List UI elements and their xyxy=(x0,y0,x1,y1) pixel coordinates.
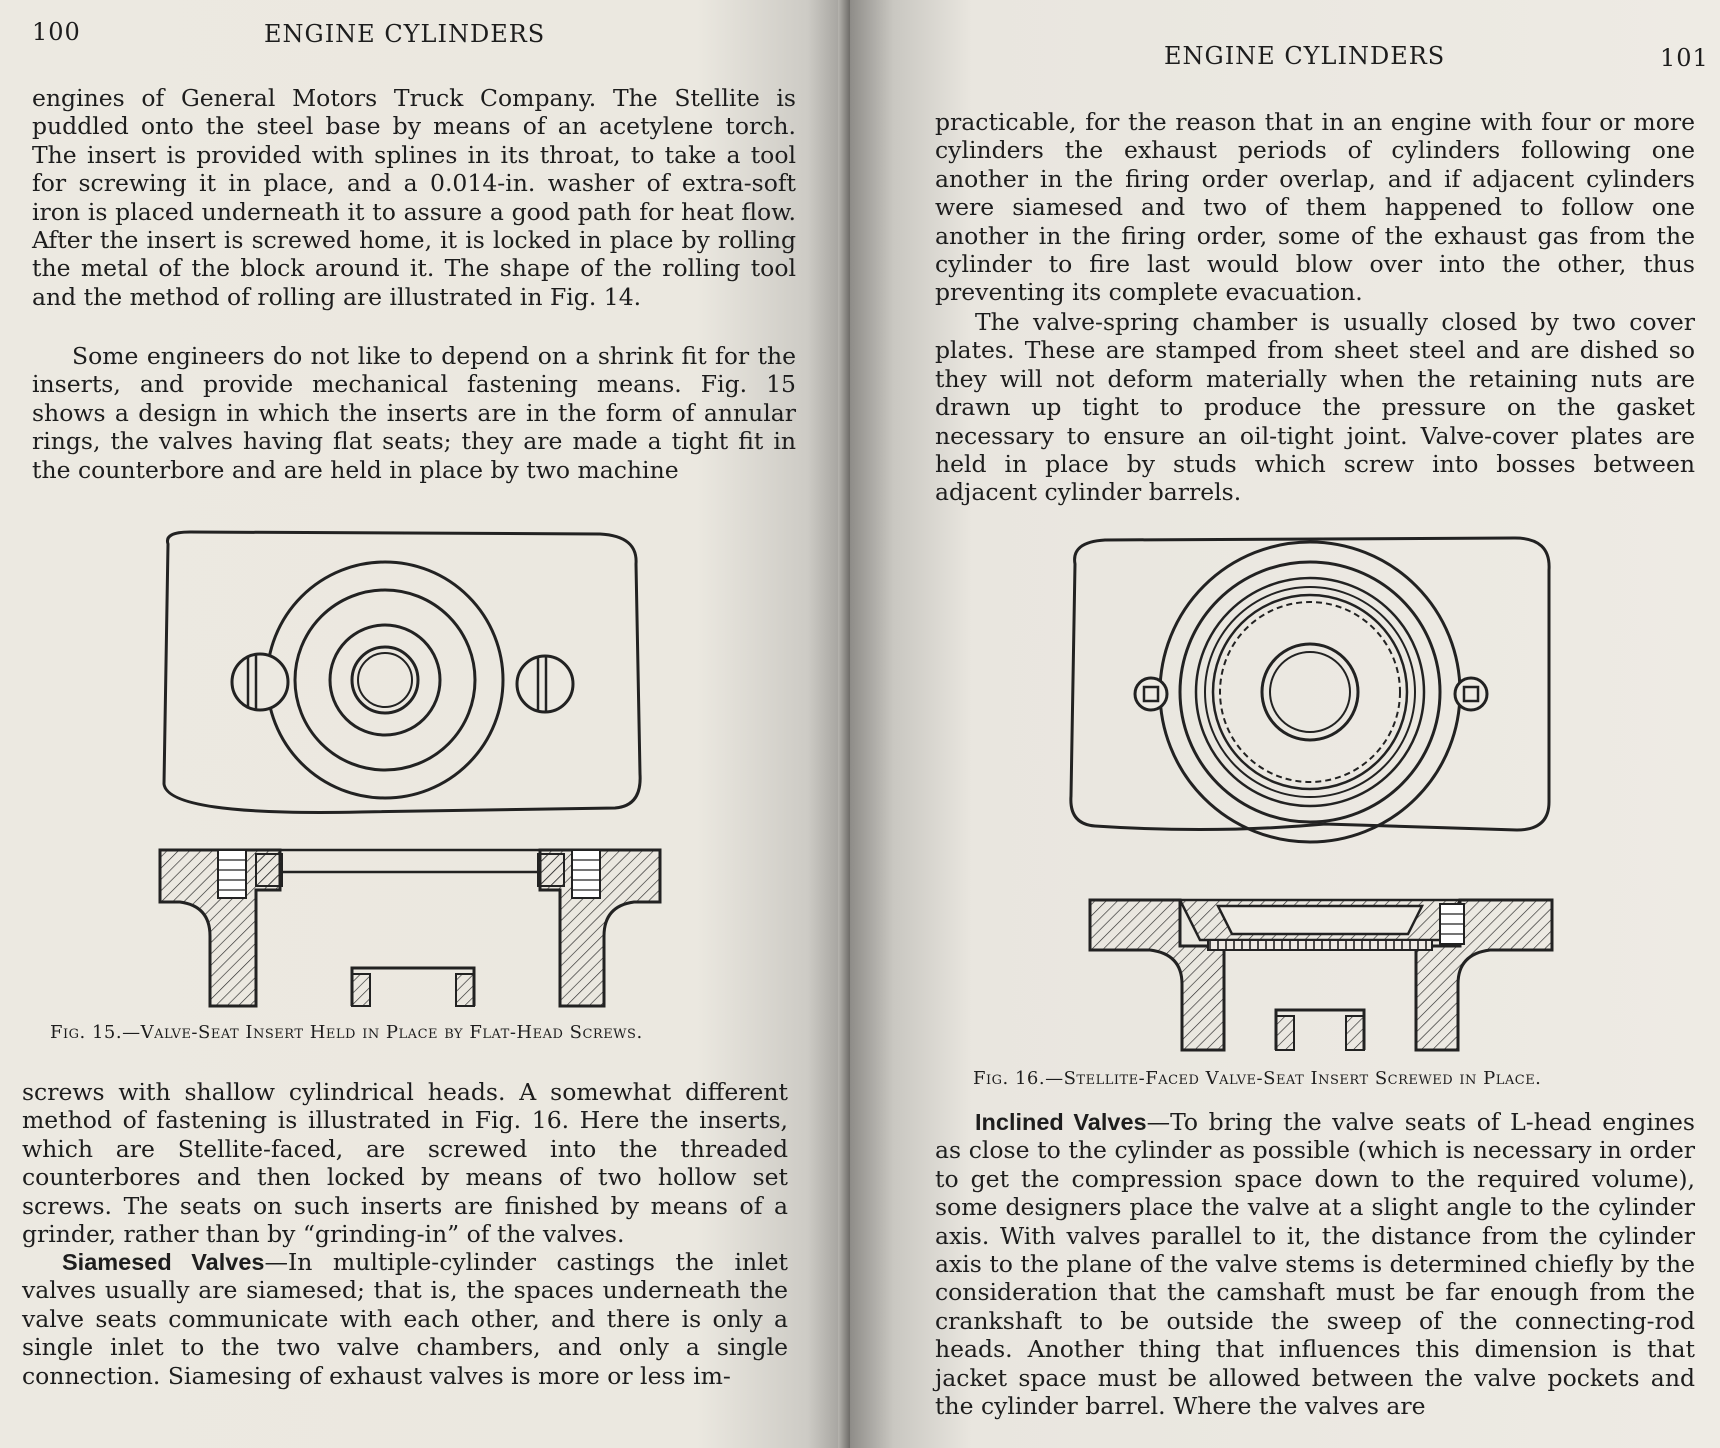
running-head-left: ENGINE CYLINDERS xyxy=(264,20,546,48)
paragraph-screws: screws with shallow cylindrical heads. A somewhat different method of fastening is illustrated in Fig. 16. Here the inserts, which are Stellite-faced, are screwed into the threaded counterbores and then locked by means of two hollow set screws. The seats on such inserts are finished by means of a grinder, rather than by “grinding-in” of the valves. xyxy=(22,1078,788,1249)
inclined-text: —To bring the valve seats of L-head engines as close to the cylinder as possible (which is necessary in order to get the compression space down to the required volume), some designers place the valve at a slight angle to the cylinder axis. With valves parallel to it, the distance from the cylinder axis to the plane of the valve stems is determined chiefly by the consideration that the camshaft must be far enough from the crankshaft to be outside the sweep of the connecting-rod heads. Another thing that influences this dimension is that jacket space must be allowed between the valve pockets and the cylinder barrel. Where the valves are xyxy=(935,1108,1695,1421)
right-page xyxy=(850,0,1720,1448)
fig16-caption: Fig. 16.—Stellite-Faced Valve-Seat Insert Screwed in Place. xyxy=(973,1068,1542,1089)
page-number-right: 101 xyxy=(1660,44,1709,72)
paragraph-cover-plates: The valve-spring chamber is usually closed by two cover plates. These are stamped from sheet steel and are dished so they will not deform materially when the retaining nuts are drawn up tight to produce the pressure on the gasket necessary to ensure an oil-tight joint. Valve-cover plates are held in place by studs which screw into bosses between adjacent cylinder barrels. xyxy=(935,308,1695,507)
inclined-heading: Inclined Valves xyxy=(975,1109,1147,1135)
paragraph-inclined xyxy=(935,1108,1695,1420)
paragraph-practicable: practicable, for the reason that in an engine with four or more cylinders the exhaust periods of cylinders following one another in the firing order overlap, and if adjacent cylinders were siamesed and two of them happened to follow one another in the firing order, some of the exhaust gas from the cylinder to fire last would blow over into the other, thus preventing its complete evacuation. xyxy=(935,108,1695,307)
fig15-plan-view xyxy=(160,524,645,824)
fig15-section-view xyxy=(160,846,670,1010)
left-page xyxy=(0,0,850,1448)
paragraph-fastening: Some engineers do not like to depend on a shrink fit for the inserts, and provide mechanical fastening means. Fig. 15 shows a design in which the inserts are in the form of annular rings, the valves having flat seats; they are made a tight fit in the counterbore and are held in place by two machine xyxy=(32,342,796,484)
fig15-caption: Fig. 15.—Valve-Seat Insert Held in Place by Flat-Head Screws. xyxy=(50,1022,643,1043)
page-number-left: 100 xyxy=(32,18,81,46)
running-head-right: ENGINE CYLINDERS xyxy=(1164,42,1446,70)
fig16-section-view xyxy=(1090,894,1560,1054)
fig16-plan-view xyxy=(1065,534,1555,844)
paragraph-siamesed xyxy=(22,1248,788,1390)
paragraph-stellite: engines of General Motors Truck Company. The Stellite is puddled onto the steel base by means of an acetylene torch. The insert is provided with splines in its throat, to take a tool for screwing it in place, and a 0.014-in. washer of extra-soft iron is placed underneath it to assure a good path for heat flow. After the insert is screwed home, it is locked in place by rolling the metal of the block around it. The shape of the rolling tool and the method of rolling are illustrated in Fig. 14. xyxy=(32,84,796,311)
siamesed-text: —In multiple-cylinder castings the inlet valves usually are siamesed; that is, the spaces underneath the valve seats communicate with each other, and there is only a single inlet to the two valve chambers, and only a single connection. Siamesing of exhaust valves is more or less im- xyxy=(22,1248,788,1390)
siamesed-heading: Siamesed Valves xyxy=(62,1249,265,1275)
